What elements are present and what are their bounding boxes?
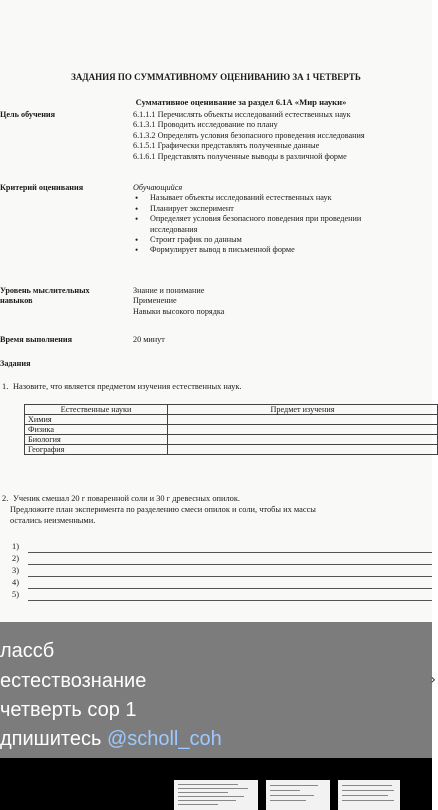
thinking-list bbox=[133, 286, 224, 317]
task1-text: Назовите, что является предметом изучения естественных наук. bbox=[13, 382, 242, 391]
answer-number: 4) bbox=[12, 578, 19, 587]
answer-line[interactable] bbox=[28, 564, 432, 565]
criteria-label: Критерий оценивания bbox=[0, 183, 84, 192]
answer-cell[interactable] bbox=[168, 415, 438, 425]
task2-number: 2. bbox=[2, 494, 9, 503]
answer-number: 3) bbox=[12, 566, 19, 575]
answer-line[interactable] bbox=[28, 552, 432, 553]
answer-number: 5) bbox=[12, 590, 19, 599]
criteria-block bbox=[133, 183, 361, 256]
answer-line[interactable] bbox=[28, 600, 432, 601]
table-header-cell: Естественные науки bbox=[25, 405, 168, 415]
criteria-item: • Планирует эксперимент bbox=[133, 204, 361, 214]
answer-line[interactable] bbox=[28, 588, 432, 589]
thumbnail-page-2[interactable] bbox=[266, 780, 330, 810]
criteria-item bbox=[133, 214, 361, 235]
overlay-line: лассб bbox=[0, 640, 55, 662]
overlay-prefix: дпишитесь bbox=[0, 728, 107, 750]
thinking-label-line: Уровень мыслительных bbox=[0, 286, 90, 295]
answer-line[interactable] bbox=[28, 576, 432, 577]
overlay-subscribe bbox=[0, 728, 222, 751]
chevron-right-icon[interactable]: › bbox=[430, 672, 436, 688]
criteria-item: • Называет объекты исследований естественных наук bbox=[133, 193, 361, 203]
criteria-wrap: исследования bbox=[150, 224, 198, 234]
answer-number: 1) bbox=[12, 542, 19, 551]
overlay-line: четверть сор 1 bbox=[0, 699, 137, 721]
time-value: 20 минут bbox=[133, 335, 165, 344]
criteria-list bbox=[133, 193, 361, 255]
table-row bbox=[25, 435, 438, 445]
goal-item: 6.1.3.2 Определять условия безопасного проведения исследования bbox=[133, 130, 365, 140]
goals-list bbox=[133, 110, 365, 162]
criteria-intro: Обучающийся bbox=[133, 183, 183, 192]
task2-text: Ученик смешал 20 г поваренной соли и 30 г древесных опилок. bbox=[13, 494, 241, 503]
table-row bbox=[25, 425, 438, 435]
table-row bbox=[25, 445, 438, 455]
table-row bbox=[25, 415, 438, 425]
answer-cell[interactable] bbox=[168, 425, 438, 435]
sciences-table bbox=[24, 404, 438, 455]
table-cell: Химия bbox=[25, 415, 168, 425]
criteria-text: Определяет условия безопасного поведения при проведении bbox=[150, 214, 362, 224]
answer-cell[interactable] bbox=[168, 445, 438, 455]
answer-cell[interactable] bbox=[168, 435, 438, 445]
table-cell: Физика bbox=[25, 425, 168, 435]
goal-item: 6.1.5.1 Графически представлять полученные данные bbox=[133, 141, 320, 151]
thinking-label-line: навыков bbox=[0, 296, 33, 305]
time-label: Время выполнения bbox=[0, 335, 73, 344]
table-header-row bbox=[25, 405, 438, 415]
goals-label: Цель обучения bbox=[0, 110, 56, 119]
criteria-item: • Формулирует вывод в письменной форме bbox=[133, 245, 361, 255]
document-title: ЗАДАНИЯ ПО СУММАТИВНОМУ ОЦЕНИВАНИЮ ЗА 1 ЧЕТВЕРТЬ bbox=[71, 72, 361, 82]
task1-number: 1. bbox=[2, 382, 9, 391]
tasks-heading: Задания bbox=[0, 359, 31, 368]
table-header-cell: Предмет изучения bbox=[168, 405, 438, 415]
document-subtitle: Суммативное оценивание за раздел 6.1А «Мир науки» bbox=[135, 97, 347, 107]
answer-number: 2) bbox=[12, 554, 19, 563]
goal-item: 6.1.6.1 Представлять полученные выводы в различной форме bbox=[133, 151, 347, 161]
thinking-label bbox=[0, 286, 90, 306]
goal-item: 6.1.1.1 Перечислять объекты исследований естественных наук bbox=[133, 110, 351, 119]
goal-item: 6.1.3.1 Проводить исследование по плану bbox=[133, 120, 278, 130]
channel-handle-link[interactable]: @scholl_coh bbox=[106, 728, 222, 750]
table-cell: География bbox=[25, 445, 168, 455]
criteria-item: • Строит график по данным bbox=[133, 235, 361, 245]
task2-text-line: Предложите план эксперимента по разделению смеси опилок и соли, чтобы их массы bbox=[10, 505, 316, 514]
thumbnail-page-1[interactable] bbox=[174, 780, 258, 810]
thinking-item: Навыки высокого порядка bbox=[133, 306, 225, 316]
task2-text-line: остались неизменными. bbox=[10, 516, 96, 525]
table-cell: Биология bbox=[25, 435, 168, 445]
thinking-item: Знание и понимание bbox=[133, 286, 205, 295]
thumbnail-page-3[interactable] bbox=[338, 780, 400, 810]
overlay-line: естествознание bbox=[0, 670, 147, 692]
thinking-item: Применение bbox=[133, 296, 177, 306]
